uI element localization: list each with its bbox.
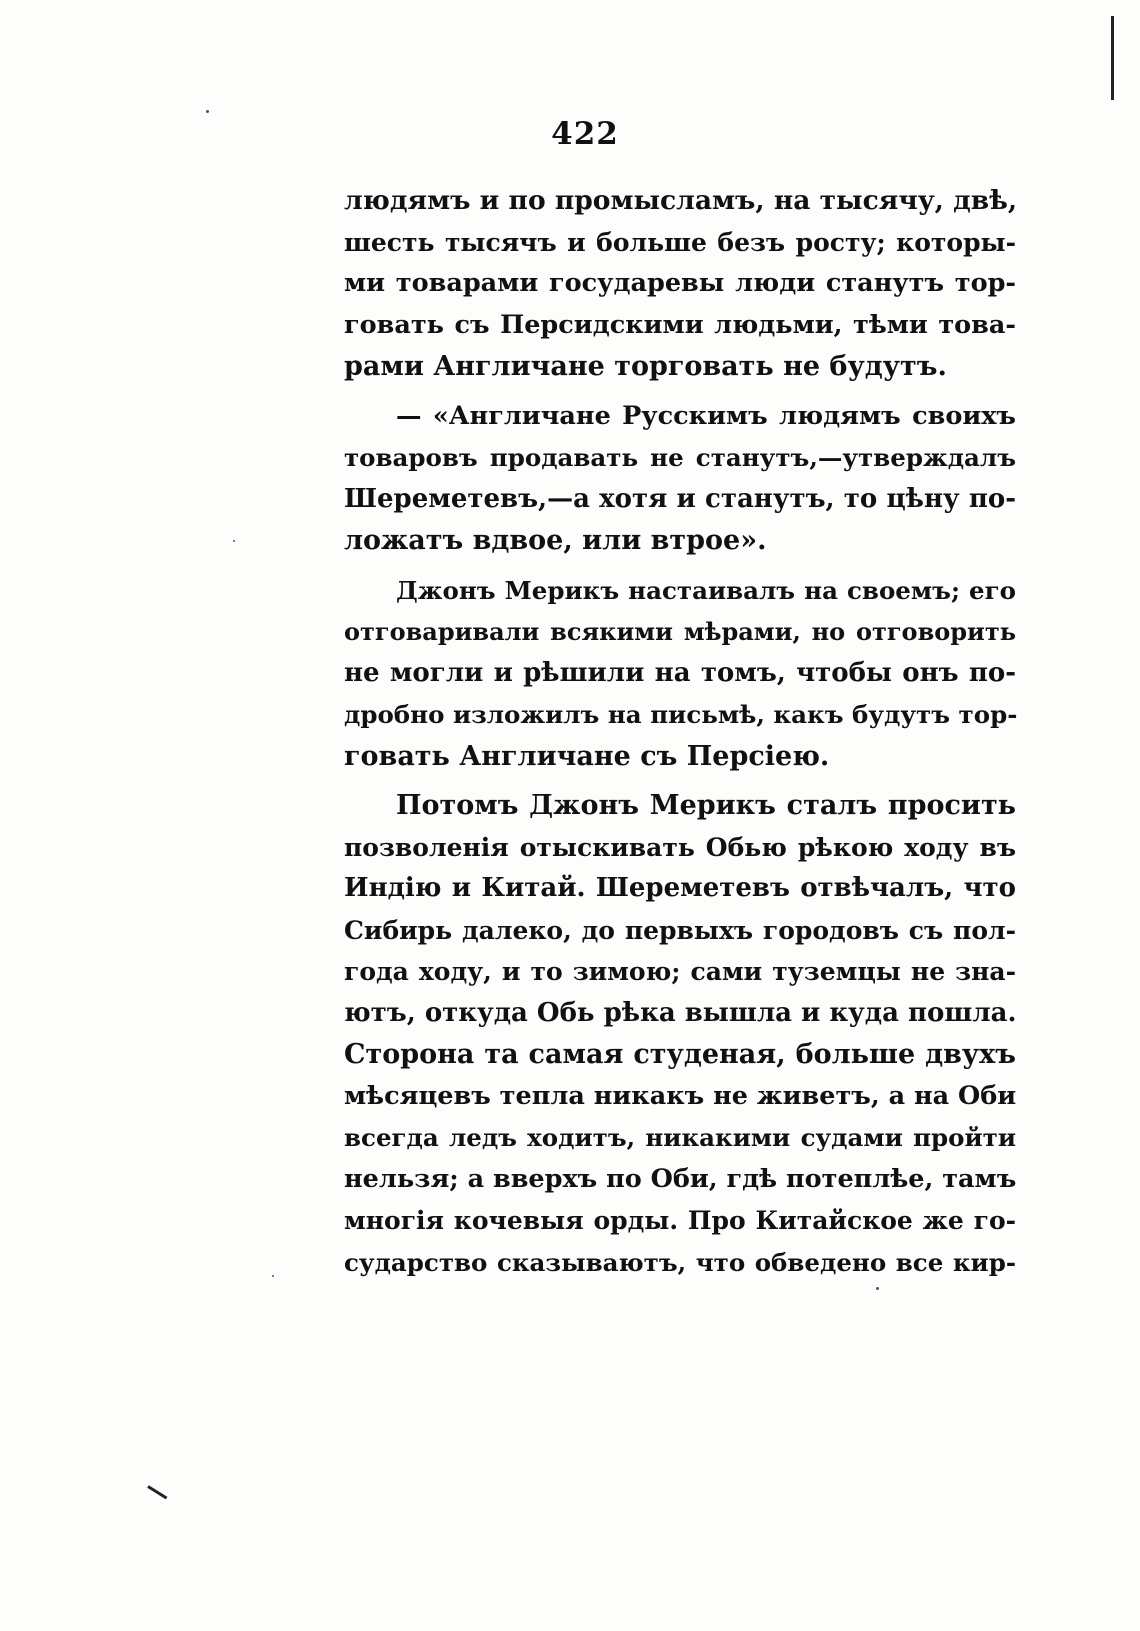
paragraph [344,785,1016,1283]
text-line: говать Англичане съ Персіею. [344,740,830,772]
print-speck [876,1287,879,1290]
text-line: мѣсяцевъ тепла никакъ не живетъ, а на Оби [344,1080,1017,1111]
text-line: Индію и Китай. Шереметевъ отвѣчалъ, что [344,873,1016,903]
paragraph [344,180,1016,388]
text-line: ложатъ вдвое, или втрое». [344,525,767,556]
text-line: года ходу, и то зимою; сами туземцы не зна- [344,957,1016,986]
text-line: говать съ Персидскими людьми, тѣми това- [344,309,1016,340]
body-text [344,180,1016,1283]
print-speck [206,110,209,113]
text-line: многія кочевыя орды. Про Китайское же го- [344,1206,1016,1235]
text-line: ми товарами государевы люди станутъ тор- [344,268,1016,298]
text-line: Сторона та самая студеная, больше двухъ [344,1039,1016,1070]
print-speck [272,1275,274,1277]
page-edge-mark [1111,16,1114,100]
paragraph [344,570,1016,778]
text-line: дробно изложилъ на письмѣ, какъ будутъ тор- [344,700,1018,729]
print-speck [233,540,235,542]
text-line: Потомъ Джонъ Мерикъ сталъ просить [396,790,1016,821]
text-line: нельзя; а вверхъ по Оби, гдѣ потеплѣе, тамъ [344,1163,1017,1194]
text-line: позволенія отыскивать Обью рѣкою ходу въ [344,832,1016,862]
text-line: ютъ, откуда Обь рѣка вышла и куда пошла. [344,997,1017,1028]
page-number: 422 [551,116,619,152]
text-line: шесть тысячъ и больше безъ росту; которы- [344,227,1016,257]
text-line: Джонъ Мерикъ настаивалъ на своемъ; его [396,575,1016,605]
text-line: отговаривали всякими мѣрами, но отговорить [344,617,1016,646]
text-line: товаровъ продавать не станутъ,—утверждалъ [344,443,1016,472]
text-line: рами Англичане торговать не будутъ. [344,351,947,382]
text-line: всегда ледъ ходитъ, никакими судами пройти [344,1123,1016,1152]
text-line: Шереметевъ,—а хотя и станутъ, то цѣну по- [344,483,1016,514]
text-line: людямъ и по промысламъ, на тысячу, двѣ, [344,185,1018,216]
text-line: сударство сказываютъ, что обведено все кир- [344,1247,1016,1277]
text-line: не могли и рѣшили на томъ, чтобы онъ по- [344,657,1016,688]
paragraph [344,396,1016,562]
print-scratch [147,1485,167,1499]
text-line: Сибирь далеко, до первыхъ городовъ съ пол- [344,915,1016,945]
text-line: — «Англичане Русскимъ людямъ своихъ [396,400,1016,431]
